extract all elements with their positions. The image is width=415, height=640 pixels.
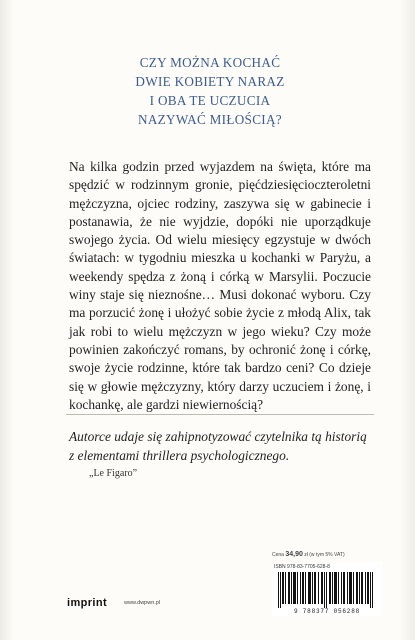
price-label xyxy=(272,551,382,558)
headline-line: NAZYWAĆ MIŁOŚCIĄ? xyxy=(138,112,282,127)
publisher-logo: imprint xyxy=(67,597,108,609)
review-source: „Le Figaro” xyxy=(89,468,138,479)
headline-line: CZY MOŻNA KOCHAĆ xyxy=(139,55,281,70)
headline-line: DWIE KOBIETY NARAZ xyxy=(135,74,285,89)
blurb xyxy=(69,158,371,414)
barcode-icon xyxy=(274,572,378,608)
price-prefix: Cena xyxy=(272,552,284,558)
blurb-paragraph: Na kilka godzin przed wyjazdem na święta, które ma spędzić w rodzinnym gronie, pięćdziesięcioczteroletni mężczyzna, ojciec rodziny, zaszywa się w gabinecie i postanawia, że nie wyjdzie, dopóki nie uporządkuje swojego życia. Od wielu miesięcy egzystuje w dwóch światach: w tygodniu mieszka u kochanki w Paryżu, a weekendy spędza z żoną i córką w Marsylii. Poczucie winy staje się nieznośne… Musi dokonać wyboru. Czy ma porzucić żonę i ułożyć sobie życie z młodą Alix, tak jak robi to wielu mężczyzn w jego wieku? Czy może powinien zakończyć romans, by ochronić żonę i córkę, swoje życie rodzinne, które tak bardzo ceni? Co dzieje się w głowie mężczyzny, który darzy uczuciem i żonę, i kochankę, ale gardzi niewiernością? xyxy=(69,159,371,412)
publisher-website: www.dwpwn.pl xyxy=(124,600,161,606)
price-unit: zł (w tym 5% VAT) xyxy=(304,552,345,558)
price-amount: 34,90 xyxy=(285,551,303,558)
headline xyxy=(60,53,360,129)
isbn: ISBN 978-83-7705-628-8 xyxy=(274,564,330,570)
barcode-panel xyxy=(272,562,382,616)
ean-number: 9 788377 056288 xyxy=(293,608,360,615)
divider xyxy=(66,414,374,415)
headline-line: I OBA TE UCZUCIA xyxy=(149,93,271,108)
review-quote: Autorce udaje się zahipnotyzować czytelnika tą historią z elementami thrillera psychologicznego. xyxy=(69,429,367,463)
